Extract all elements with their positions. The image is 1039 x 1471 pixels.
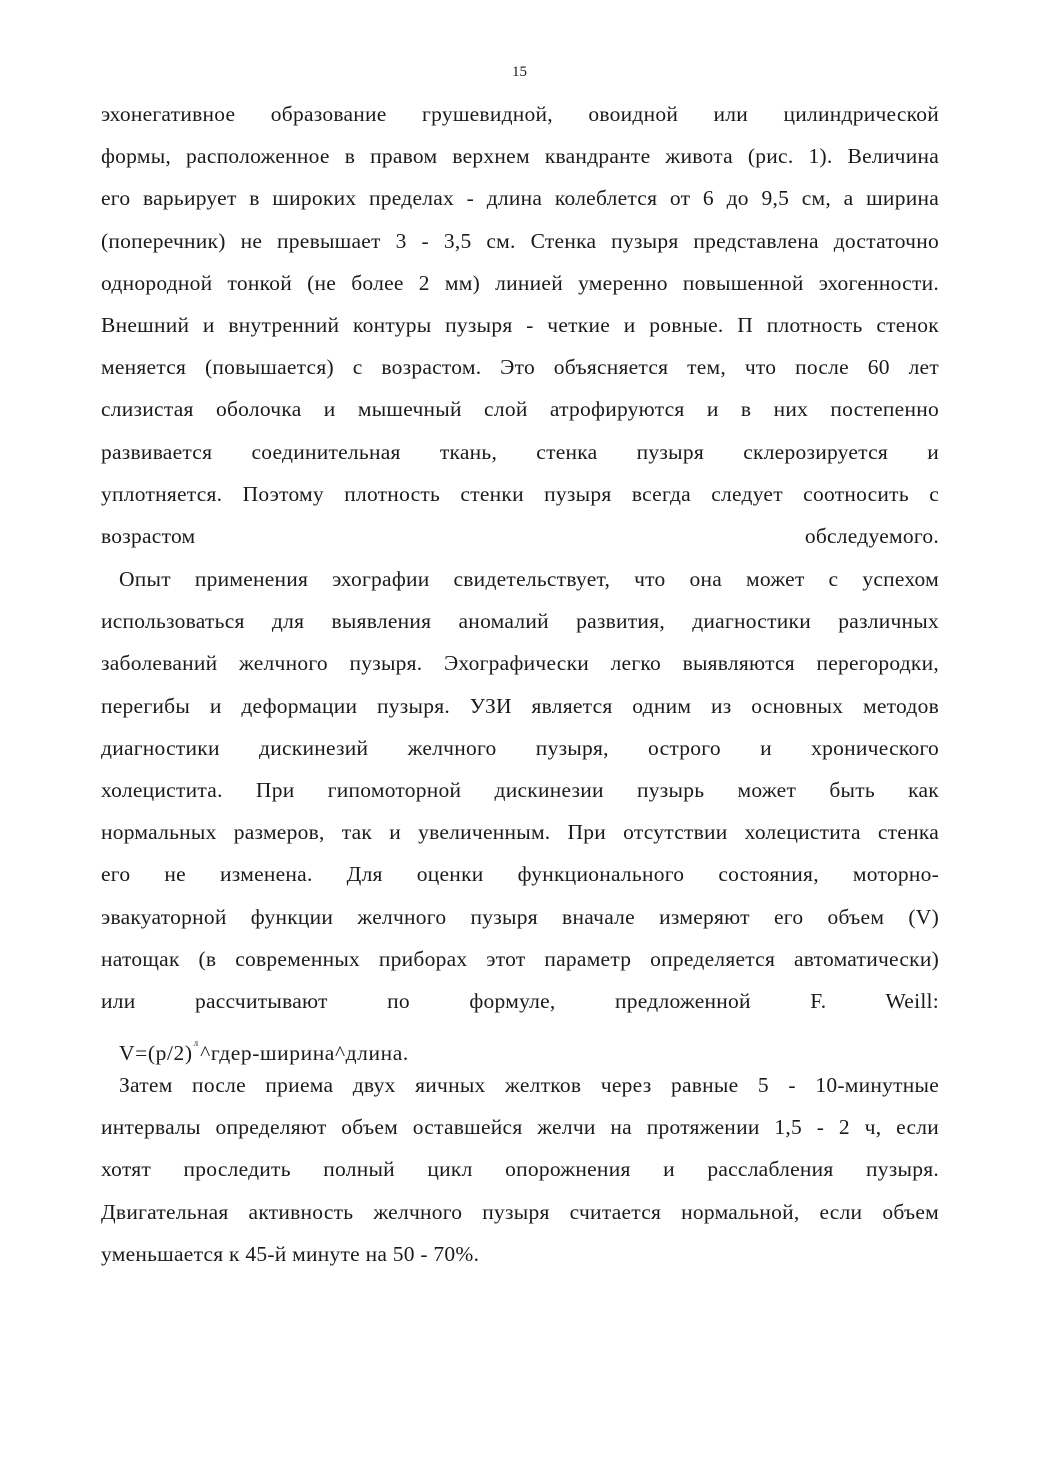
text-line: Затем после приема двух яичных желтков через равные 5 - 10-минутные — [119, 1073, 939, 1097]
text-line: или рассчитывают по формуле, предложенной F. Weill: — [101, 988, 939, 1013]
formula-rest: ^гдер-ширина^длина. — [200, 1041, 409, 1066]
text-line: уменьшается к 45-й минуте на 50 - 70%. — [101, 1241, 480, 1266]
text-line: его не изменена. Для оценки функционального состояния, моторно- — [101, 862, 939, 887]
paragraph-ultrasound-description — [101, 93, 939, 557]
paragraph-motor-activity — [101, 1064, 939, 1275]
text-line: эвакуаторной функции желчного пузыря вначале измеряют его объем (V) — [101, 904, 939, 929]
text-line: развивается соединительная ткань, стенка пузыря склерозируется и — [101, 439, 939, 464]
text-line: холецистита. При гипомоторной дискинезии пузырь может быть как — [101, 777, 939, 802]
text-line: его варьирует в широких пределах - длина колеблется от 6 до 9,5 см, а ширина — [101, 186, 939, 211]
text-line: интервалы определяют объем оставшейся желчи на протяжении 1,5 - 2 ч, если — [101, 1115, 939, 1140]
text-line: уплотняется. Поэтому плотность стенки пузыря всегда следует соотносить с — [101, 481, 939, 506]
text-line: перегибы и деформации пузыря. УЗИ является одним из основных методов — [101, 693, 939, 718]
text-line: Двигательная активность желчного пузыря считается нормальной, если объем — [101, 1199, 939, 1224]
volume-formula — [101, 1022, 939, 1064]
text-line: хотят проследить полный цикл опорожнения и расслабления пузыря. — [101, 1157, 939, 1182]
text-line: слизистая оболочка и мышечный слой атрофируются и в них постепенно — [101, 397, 939, 422]
text-line: формы, расположенное в правом верхнем квандранте живота (рис. 1). Величина — [101, 144, 939, 169]
paragraph-echography-experience — [101, 558, 939, 1064]
text-line: Опыт применения эхографии свидетельствует, что она может с успехом — [119, 567, 939, 591]
text-line: однородной тонкой (не более 2 мм) линией умеренно повышенной эхогенности. — [101, 270, 939, 295]
text-line: Внешний и внутренний контуры пузыря - четкие и ровные. П плотность стенок — [101, 312, 939, 337]
page-number: 15 — [512, 64, 527, 80]
formula-main: V=(p/2) — [119, 1041, 193, 1066]
text-line: натощак (в современных приборах этот параметр определяется автоматически) — [101, 946, 939, 971]
text-line: возрастом обследуемого. — [101, 523, 939, 548]
text-line: (поперечник) не превышает 3 - 3,5 см. Стенка пузыря представлена достаточно — [101, 228, 939, 253]
text-line: нормальных размеров, так и увеличенным. При отсутствии холецистита стенка — [101, 820, 939, 845]
formula-superscript: л — [193, 1038, 199, 1049]
text-line: эхонегативное образование грушевидной, овоидной или цилиндрической — [101, 102, 939, 126]
text-line: заболеваний желчного пузыря. Эхографически легко выявляются перегородки, — [101, 651, 939, 676]
text-line: диагностики дискинезий желчного пузыря, острого и хронического — [101, 735, 939, 760]
text-line: использоваться для выявления аномалий развития, диагностики различных — [101, 609, 939, 634]
text-line: меняется (повышается) с возрастом. Это объясняется тем, что после 60 лет — [101, 355, 939, 380]
